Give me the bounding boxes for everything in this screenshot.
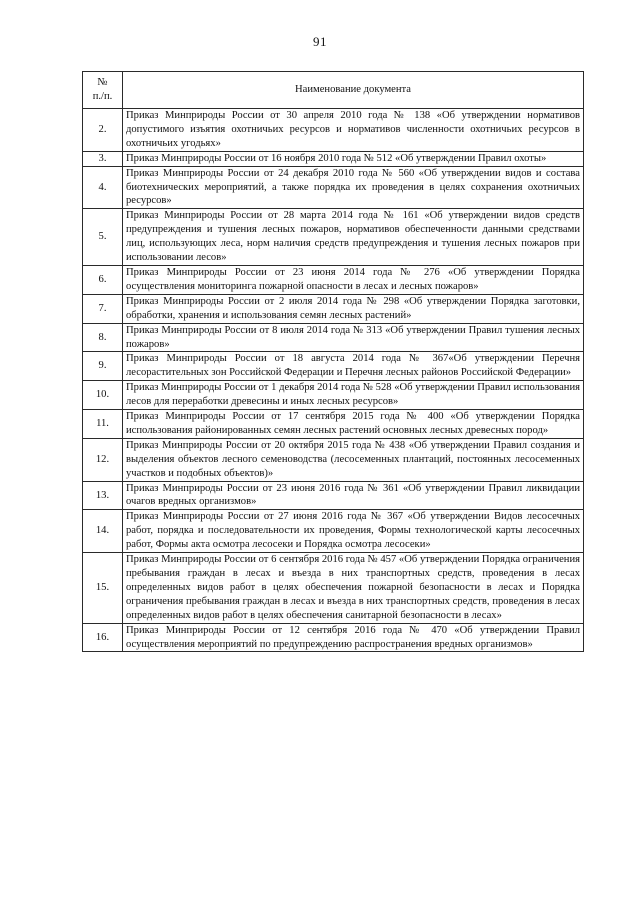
table-row	[83, 352, 584, 381]
table-header-row	[83, 72, 584, 109]
table-row	[83, 109, 584, 152]
row-document-name: Приказ Минприроды России от 12 сентября 2016 года № 470 «Об утверждении Правил осуществления мероприятий по предупреждению распространения вредных организмов»	[123, 623, 584, 652]
row-number: 7.	[83, 294, 123, 323]
table-row	[83, 381, 584, 410]
table-row	[83, 438, 584, 481]
row-number: 10.	[83, 381, 123, 410]
row-document-name: Приказ Минприроды России от 6 сентября 2016 года № 457 «Об утверждении Порядка ограничения пребывания граждан в лесах и въезда в них транспортных средств, проведения в лесах определенных видов работ в целях обеспечения пожарной безопасности в лесах и Порядка ограничения пребывания граждан в лесах и въезда в них транспортных средств, проведения в лесах определенных видов работ в целях обеспечения санитарной безопасности в лесах»	[123, 553, 584, 624]
row-document-name: Приказ Минприроды России от 16 ноября 2010 года № 512 «Об утверждении Правил охоты»	[123, 151, 584, 166]
row-number: 14.	[83, 510, 123, 553]
row-document-name: Приказ Минприроды России от 2 июля 2014 года № 298 «Об утверждении Порядка заготовки, обработки, хранения и использования семян лесных растений»	[123, 294, 584, 323]
row-document-name: Приказ Минприроды России от 28 марта 2014 года № 161 «Об утверждении видов средств предупреждения и тушения лесных пожаров, нормативов обеспеченности данными средствами лиц, использующих леса, норм наличия средств предупреждения и тушения лесных пожаров при использовании лесов»	[123, 209, 584, 266]
row-document-name: Приказ Минприроды России от 17 сентября 2015 года № 400 «Об утверждении Порядка использования районированных семян лесных растений основных лесных древесных пород»	[123, 410, 584, 439]
row-document-name: Приказ Минприроды России от 24 декабря 2010 года № 560 «Об утверждении видов и состава биотехнических мероприятий, а также порядка их проведения в целях сохранения охотничьих ресурсов»	[123, 166, 584, 209]
row-number: 15.	[83, 553, 123, 624]
row-number: 5.	[83, 209, 123, 266]
row-document-name: Приказ Минприроды России от 20 октября 2015 года № 438 «Об утверждении Правил создания и выделения объектов лесного семеноводства (лесосеменных плантаций, постоянных лесосеменных участков и подобных объектов)»	[123, 438, 584, 481]
row-document-name: Приказ Минприроды России от 18 августа 2014 года № 367«Об утверждении Перечня лесорастительных зон Российской Федерации и Перечня лесных районов Российской Федерации»	[123, 352, 584, 381]
table-row	[83, 481, 584, 510]
row-document-name: Приказ Минприроды России от 30 апреля 2010 года № 138 «Об утверждении нормативов допустимого изъятия охотничьих ресурсов и нормативов численности охотничьих ресурсов в охотничьих угодьях»	[123, 109, 584, 152]
row-document-name: Приказ Минприроды России от 8 июля 2014 года № 313 «Об утверждении Правил тушения лесных пожаров»	[123, 323, 584, 352]
table-row	[83, 166, 584, 209]
header-document-name: Наименование документа	[123, 72, 584, 109]
row-number: 11.	[83, 410, 123, 439]
row-number: 12.	[83, 438, 123, 481]
row-number: 6.	[83, 265, 123, 294]
table-row	[83, 294, 584, 323]
row-number: 13.	[83, 481, 123, 510]
row-document-name: Приказ Минприроды России от 27 июня 2016 года № 367 «Об утверждении Видов лесосечных работ, порядка и последовательности их проведения, Формы технологической карты лесосечных работ, Формы акта осмотра лесосеки и Порядка осмотра лесосеки»	[123, 510, 584, 553]
table-row	[83, 265, 584, 294]
table-row	[83, 151, 584, 166]
table-body	[83, 109, 584, 652]
row-number: 3.	[83, 151, 123, 166]
table-row	[83, 510, 584, 553]
row-document-name: Приказ Минприроды России от 23 июня 2016 года № 361 «Об утверждении Правил ликвидации очагов вредных организмов»	[123, 481, 584, 510]
table-row	[83, 410, 584, 439]
table-row	[83, 323, 584, 352]
page-number: 91	[313, 34, 327, 49]
row-number: 2.	[83, 109, 123, 152]
header-number-cell	[83, 72, 123, 109]
table-row	[83, 623, 584, 652]
documents-table	[82, 71, 584, 652]
table-row	[83, 209, 584, 266]
header-number-abbrev: п./п.	[92, 91, 113, 102]
header-number-symbol: №	[97, 77, 108, 88]
row-document-name: Приказ Минприроды России от 1 декабря 2014 года № 528 «Об утверждении Правил использования лесов для переработки древесины и иных лесных ресурсов»	[123, 381, 584, 410]
row-number: 9.	[83, 352, 123, 381]
row-number: 4.	[83, 166, 123, 209]
row-document-name: Приказ Минприроды России от 23 июня 2014 года № 276 «Об утверждении Порядка осуществления мониторинга пожарной опасности в лесах и лесных пожаров»	[123, 265, 584, 294]
table-row	[83, 553, 584, 624]
row-number: 8.	[83, 323, 123, 352]
row-number: 16.	[83, 623, 123, 652]
